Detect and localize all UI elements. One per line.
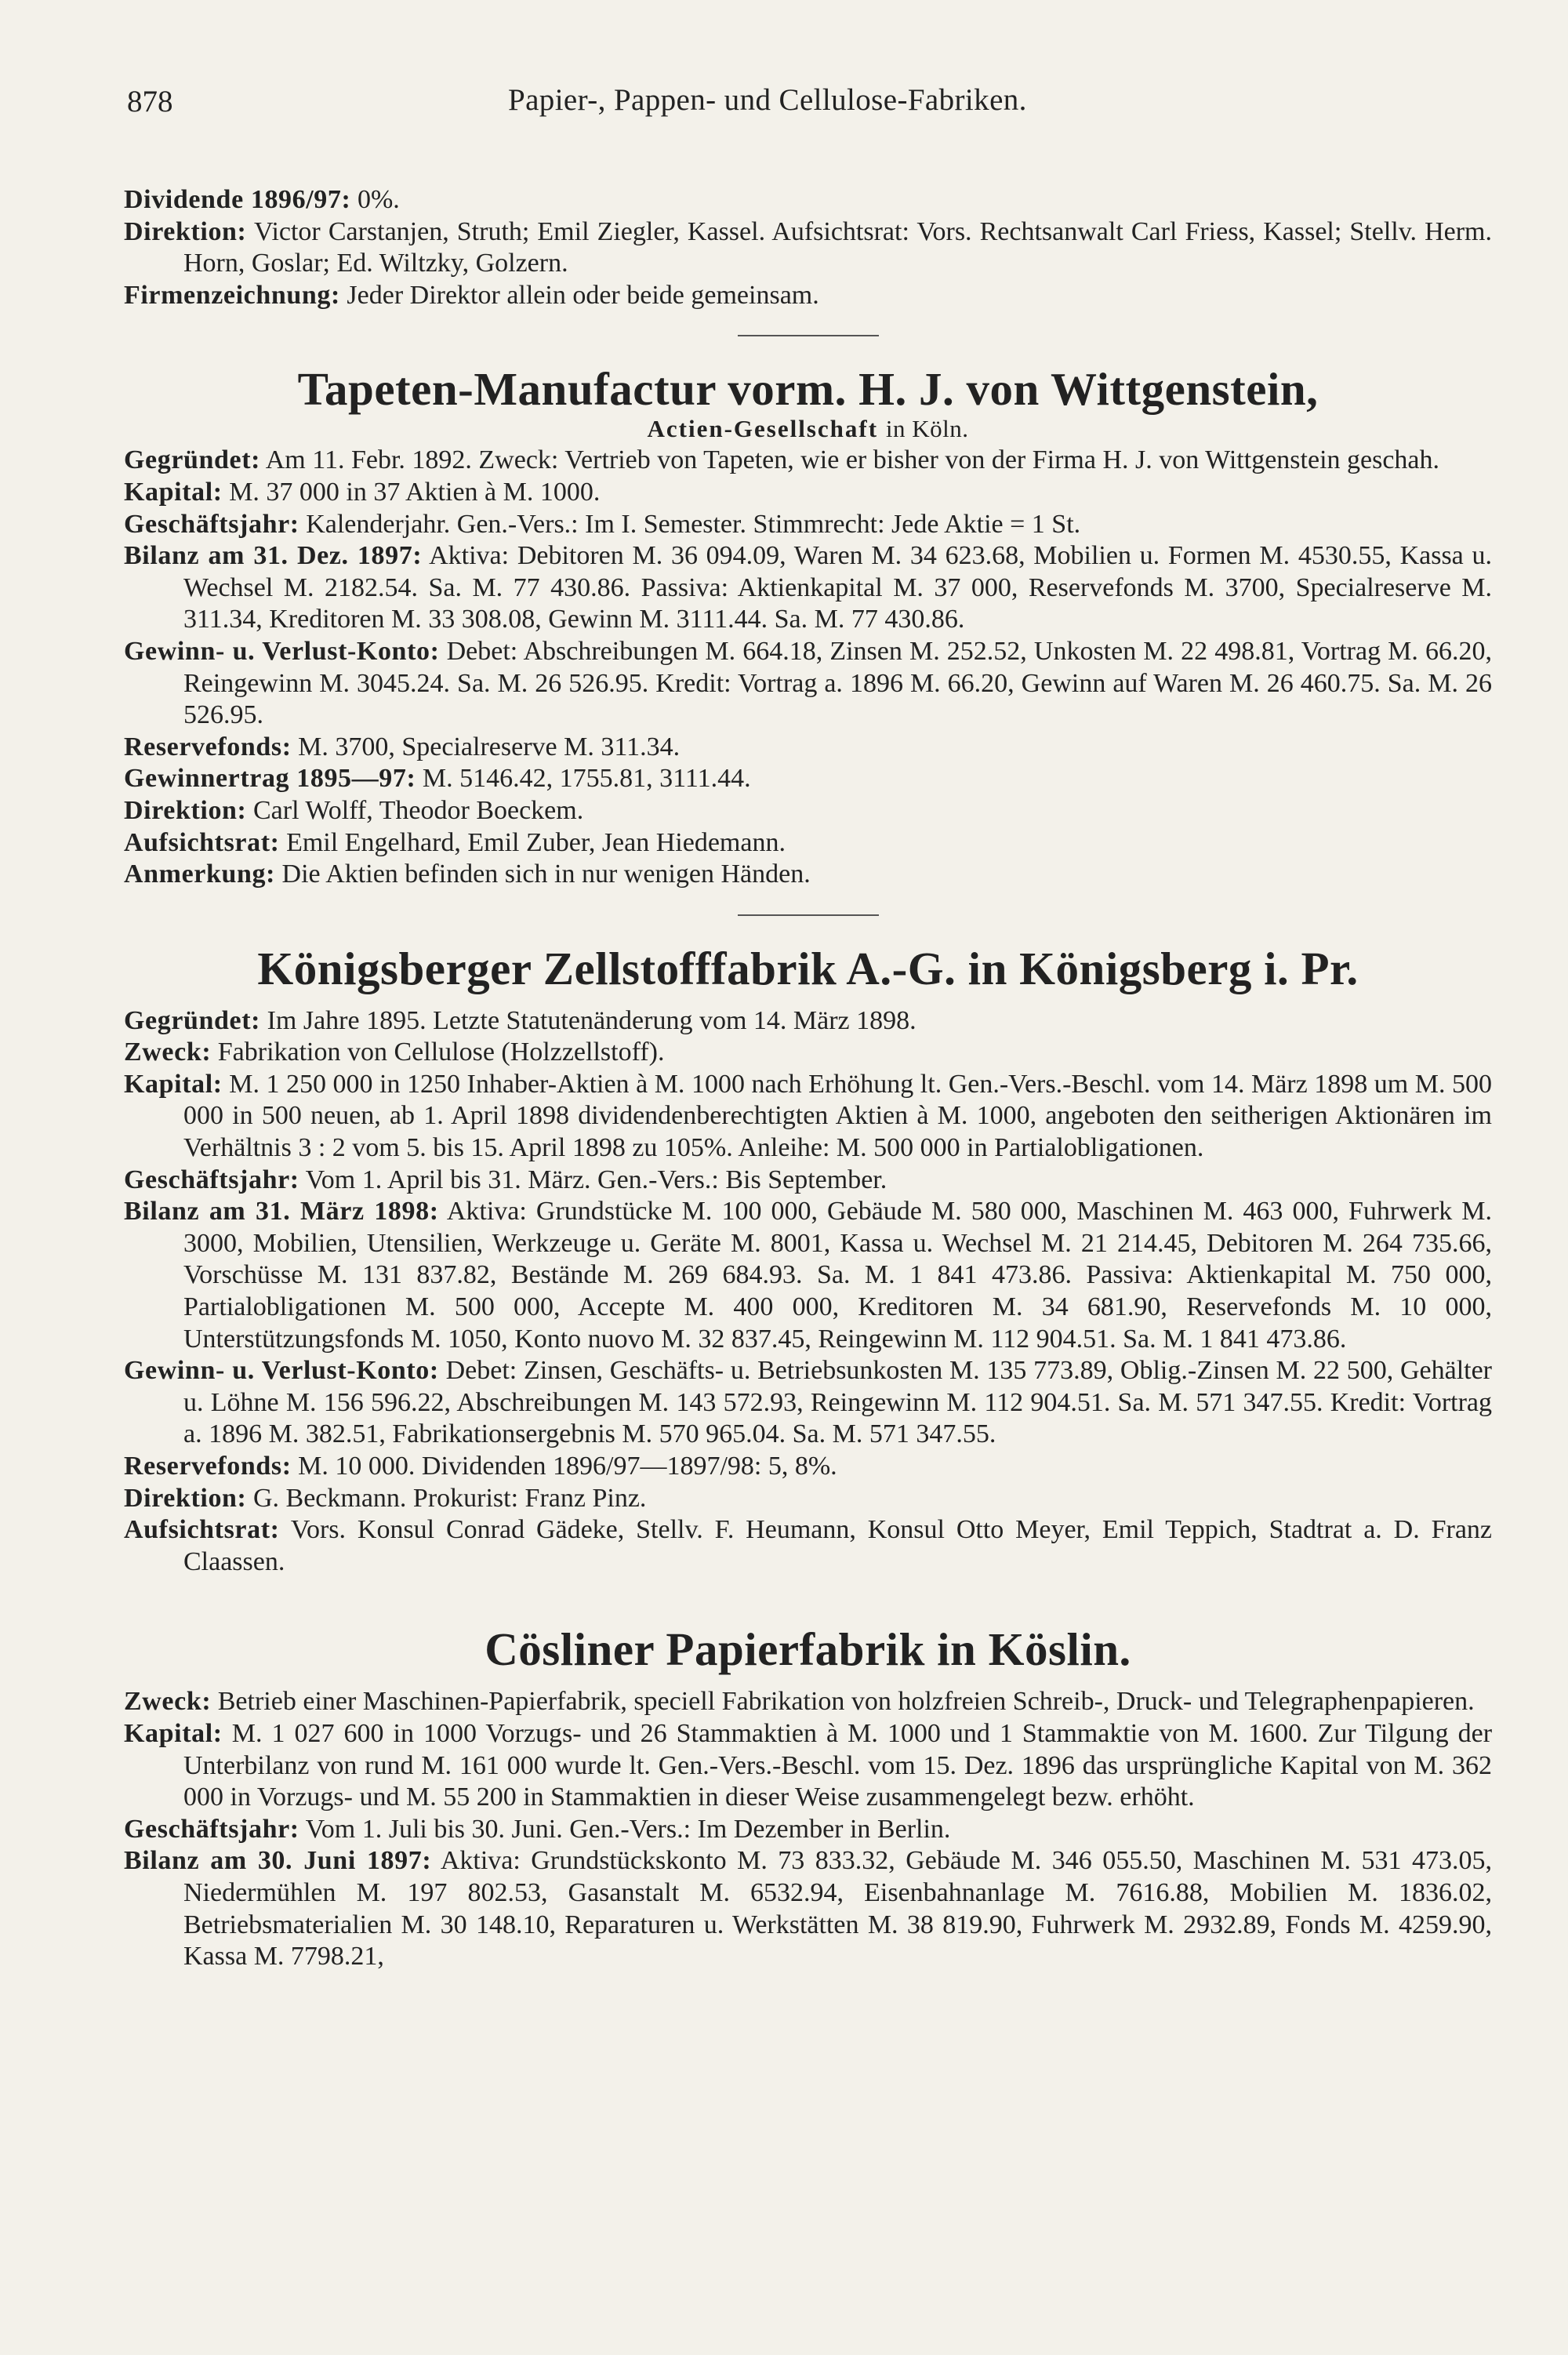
entry-text: Aktiva: Grundstückskonto M. 73 833.32, Gebäude M. 346 055.50, Maschinen M. 531 473.05, Niedermühlen M. 197 802.53, Gasanstalt M. 6532.94, Eisenbahnanlage M. 7616.88, Mobilien M. 1836.02, Betriebsmaterialien M. 30 148.10, Reparaturen u. Werkstätten M. 38 819.90, Fuhrwerk M. 2932.89, Fonds M. 4259.90, Kassa M. 7798.21, <box>183 1846 1492 1972</box>
entry-label: Kapital: <box>124 477 223 507</box>
entry-paragraph <box>124 732 1492 764</box>
entry-text: Jeder Direktor allein oder beide gemeinsam. <box>347 280 819 310</box>
entry-paragraph <box>124 636 1492 732</box>
entry-paragraph <box>124 1718 1492 1814</box>
running-head: Papier-, Pappen- und Cellulose-Fabriken. <box>508 83 1027 117</box>
entry-text: 0%. <box>357 185 400 214</box>
entry-text: Debet: Zinsen, Geschäfts- u. Betriebsunkosten M. 135 773.89, Oblig.-Zinsen M. 22 500, Gehälter u. Löhne M. 156 596.22, Abschreibungen M. 143 572.93, Reingewinn M. 112 904.51. Sa. M. 571 347.55. Kredit: Vortrag a. 1896 M. 382.51, Fabrikationsergebnis M. 570 965.04. Sa. M. 571 347.55. <box>183 1356 1492 1449</box>
entry-text: Die Aktien befinden sich in nur wenigen Händen. <box>281 860 811 889</box>
entry-text: Betrieb einer Maschinen-Papierfabrik, speciell Fabrikation von holzfreien Schreib-, Druck- und Telegraphenpapieren. <box>217 1687 1475 1717</box>
entry-paragraph <box>124 1069 1492 1165</box>
entry-text: Victor Carstanjen, Struth; Emil Ziegler, Kassel. Aufsichtsrat: Vors. Rechtsanwalt Carl Friess, Kassel; Stellv. Herm. Horn, Goslar; Ed. Wiltzky, Golzern. <box>183 216 1492 278</box>
company-section-koenigsberg <box>124 943 1492 1579</box>
entry-label: Gegründet: <box>124 1005 261 1035</box>
entry-paragraph <box>124 1514 1492 1578</box>
entry-text: Kalenderjahr. Gen.-Vers.: Im I. Semester. Stimmrecht: Jede Aktie = 1 St. <box>306 509 1081 539</box>
entry-label: Kapital: <box>124 1718 223 1748</box>
entry-label: Anmerkung: <box>124 860 276 889</box>
entry-paragraph <box>124 1005 1492 1038</box>
entry-paragraph <box>124 795 1492 827</box>
entry-text: Aktiva: Grundstücke M. 100 000, Gebäude M. 580 000, Maschinen M. 463 000, Fuhrwerk M. 3000, Mobilien, Utensilien, Werkzeuge u. Geräte M. 8001, Kassa u. Wechsel M. 21 214.45, Debitoren M. 264 735.66, Vorschüsse M. 131 837.82, Bestände M. 269 684.93. Sa. M. 1 841 473.86. Passiva: Aktienkapital M. 750 000, Partialobligationen M. 500 000, Accepte M. 400 000, Kreditoren M. 34 681.90, Reservefonds M. 10 000, Unterstützungsfonds M. 1050, Konto nuovo M. 32 837.45, Reingewinn M. 112 904.51. Sa. M. 1 841 473.86. <box>183 1197 1492 1354</box>
entry-paragraph <box>124 509 1492 541</box>
entry-text: Vom 1. Juli bis 30. Juni. Gen.-Vers.: Im Dezember in Berlin. <box>305 1814 951 1844</box>
entry-paragraph <box>124 1037 1492 1069</box>
entry-paragraph <box>124 1814 1492 1846</box>
entry-paragraph <box>124 184 1492 216</box>
entry-label: Reservefonds: <box>124 1452 292 1481</box>
entry-paragraph <box>124 1165 1492 1197</box>
entry-label: Firmenzeichnung: <box>124 280 340 310</box>
entry-paragraph <box>124 1355 1492 1451</box>
company-title: Cösliner Papierfabrik in Köslin. <box>485 1623 1131 1676</box>
entry-label: Bilanz am 30. Juni 1897: <box>124 1846 432 1876</box>
entry-label: Geschäftsjahr: <box>124 1814 299 1844</box>
document-page <box>124 75 1492 1973</box>
entry-text: M. 37 000 in 37 Aktien à M. 1000. <box>229 477 601 507</box>
company-location: in Köln. <box>885 415 969 443</box>
entry-paragraph <box>124 763 1492 795</box>
entry-text: Am 11. Febr. 1892. Zweck: Vertrieb von Tapeten, wie er bisher von der Firma H. J. von Wittgenstein geschah. <box>265 445 1440 475</box>
entry-text: Carl Wolff, Theodor Boeckem. <box>252 795 584 825</box>
entry-paragraph <box>124 445 1492 477</box>
entry-text: Aktiva: Debitoren M. 36 094.09, Waren M. 34 623.68, Mobilien u. Formen M. 4530.55, Kassa u. Wechsel M. 2182.54. Sa. M. 77 430.86. Passiva: Aktienkapital M. 37 000, Reservefonds M. 3700, Specialreserve M. 311.34, Kreditoren M. 33 308.08, Gewinn M. 3111.44. Sa. M. 77 430.86. <box>183 541 1492 634</box>
entry-text: Debet: Abschreibungen M. 664.18, Zinsen M. 252.52, Unkosten M. 22 498.81, Vortrag M. 66.20, Reingewinn M. 3045.24. Sa. M. 26 526.95. Kredit: Vortrag a. 1896 M. 66.20, Gewinn auf Waren M. 26 460.75. Sa. M. 26 526.95. <box>183 636 1492 730</box>
entry-paragraph <box>124 1196 1492 1355</box>
entry-label: Gewinn- u. Verlust-Konto: <box>124 1356 439 1386</box>
page-number: 878 <box>127 85 173 118</box>
entry-label: Direktion: <box>124 795 247 825</box>
entry-label: Geschäftsjahr: <box>124 1165 299 1194</box>
company-form: Actien-Gesellschaft <box>647 415 879 443</box>
entry-paragraph <box>124 827 1492 860</box>
company-title: Königsberger Zellstofffabrik A.-G. in Königsberg i. Pr. <box>257 942 1359 994</box>
entry-paragraph <box>124 540 1492 636</box>
company-subtitle <box>124 415 1492 443</box>
entry-paragraph <box>124 477 1492 509</box>
entry-label: Geschäftsjahr: <box>124 509 299 539</box>
entry-paragraph <box>124 1451 1492 1483</box>
entry-label: Zweck: <box>124 1687 212 1717</box>
entry-label: Kapital: <box>124 1069 223 1099</box>
entry-text: M. 10 000. Dividenden 1896/97—1897/98: 5, 8%. <box>298 1452 837 1481</box>
entry-paragraph <box>124 1845 1492 1972</box>
entry-text: Vors. Konsul Conrad Gädeke, Stellv. F. Heumann, Konsul Otto Meyer, Emil Teppich, Stadtrat a. D. Franz Claassen. <box>183 1515 1492 1576</box>
entry-text: M. 3700, Specialreserve M. 311.34. <box>298 732 681 761</box>
page-header <box>124 75 1492 122</box>
entry-label: Bilanz am 31. Dez. 1897: <box>124 541 423 571</box>
entry-text: M. 1 250 000 in 1250 Inhaber-Aktien à M. 1000 nach Erhöhung lt. Gen.-Vers.-Beschl. vom 14. März 1898 um M. 500 000 in 500 neuen, ab 1. April 1898 dividendenberechtigten Aktien à M. 1000, angeboten den seitherigen Aktionären im Verhältnis 3 : 2 vom 5. bis 15. April 1898 zu 105%. Anleihe: M. 500 000 in Partialobligationen. <box>183 1069 1492 1163</box>
entry-label: Aufsichtsrat: <box>124 1515 280 1545</box>
entry-label: Gewinnertrag 1895—97: <box>124 764 416 794</box>
entry-label: Direktion: <box>124 1483 247 1513</box>
entry-text: Vom 1. April bis 31. März. Gen.-Vers.: Bis September. <box>305 1165 887 1194</box>
entry-text: G. Beckmann. Prokurist: Franz Pinz. <box>252 1483 647 1513</box>
entry-text: M. 5146.42, 1755.81, 3111.44. <box>422 764 751 794</box>
entry-label: Gegründet: <box>124 445 261 475</box>
company-section-tapeten <box>124 363 1492 890</box>
entry-paragraph <box>124 280 1492 312</box>
entry-paragraph <box>124 216 1492 280</box>
entry-text: Fabrikation von Cellulose (Holzzellstoff). <box>217 1038 665 1067</box>
entry-label: Zweck: <box>124 1038 212 1067</box>
entry-text: Im Jahre 1895. Letzte Statutenänderung vom 14. März 1898. <box>267 1005 916 1035</box>
entry-label: Dividende 1896/97: <box>124 185 351 214</box>
entry-text: Emil Engelhard, Emil Zuber, Jean Hiedemann. <box>286 827 786 857</box>
entry-paragraph <box>124 1686 1492 1718</box>
company-title: Tapeten-Manufactur vorm. H. J. von Wittgenstein, <box>297 363 1319 416</box>
section-divider <box>738 335 879 336</box>
entry-paragraph <box>124 1483 1492 1515</box>
top-entry <box>124 184 1492 311</box>
entry-label: Gewinn- u. Verlust-Konto: <box>124 636 440 666</box>
entry-text: M. 1 027 600 in 1000 Vorzugs- und 26 Stammaktien à M. 1000 und 1 Stammaktie von M. 1600. Zur Tilgung der Unterbilanz von rund M. 161 000 wurde lt. Gen.-Vers.-Beschl. vom 15. Dez. 1896 das ursprüngliche Kapital von M. 362 000 in Vorzugs- und M. 55 200 in Stammaktien in dieser Weise zusammengelegt bezw. erhöht. <box>183 1718 1493 1812</box>
entry-paragraph <box>124 859 1492 891</box>
company-section-koeslin <box>124 1623 1492 1972</box>
entry-label: Bilanz am 31. März 1898: <box>124 1197 439 1227</box>
entry-label: Aufsichtsrat: <box>124 827 280 857</box>
section-divider <box>738 914 879 916</box>
entry-label: Reservefonds: <box>124 732 292 761</box>
entry-label: Direktion: <box>124 216 247 246</box>
